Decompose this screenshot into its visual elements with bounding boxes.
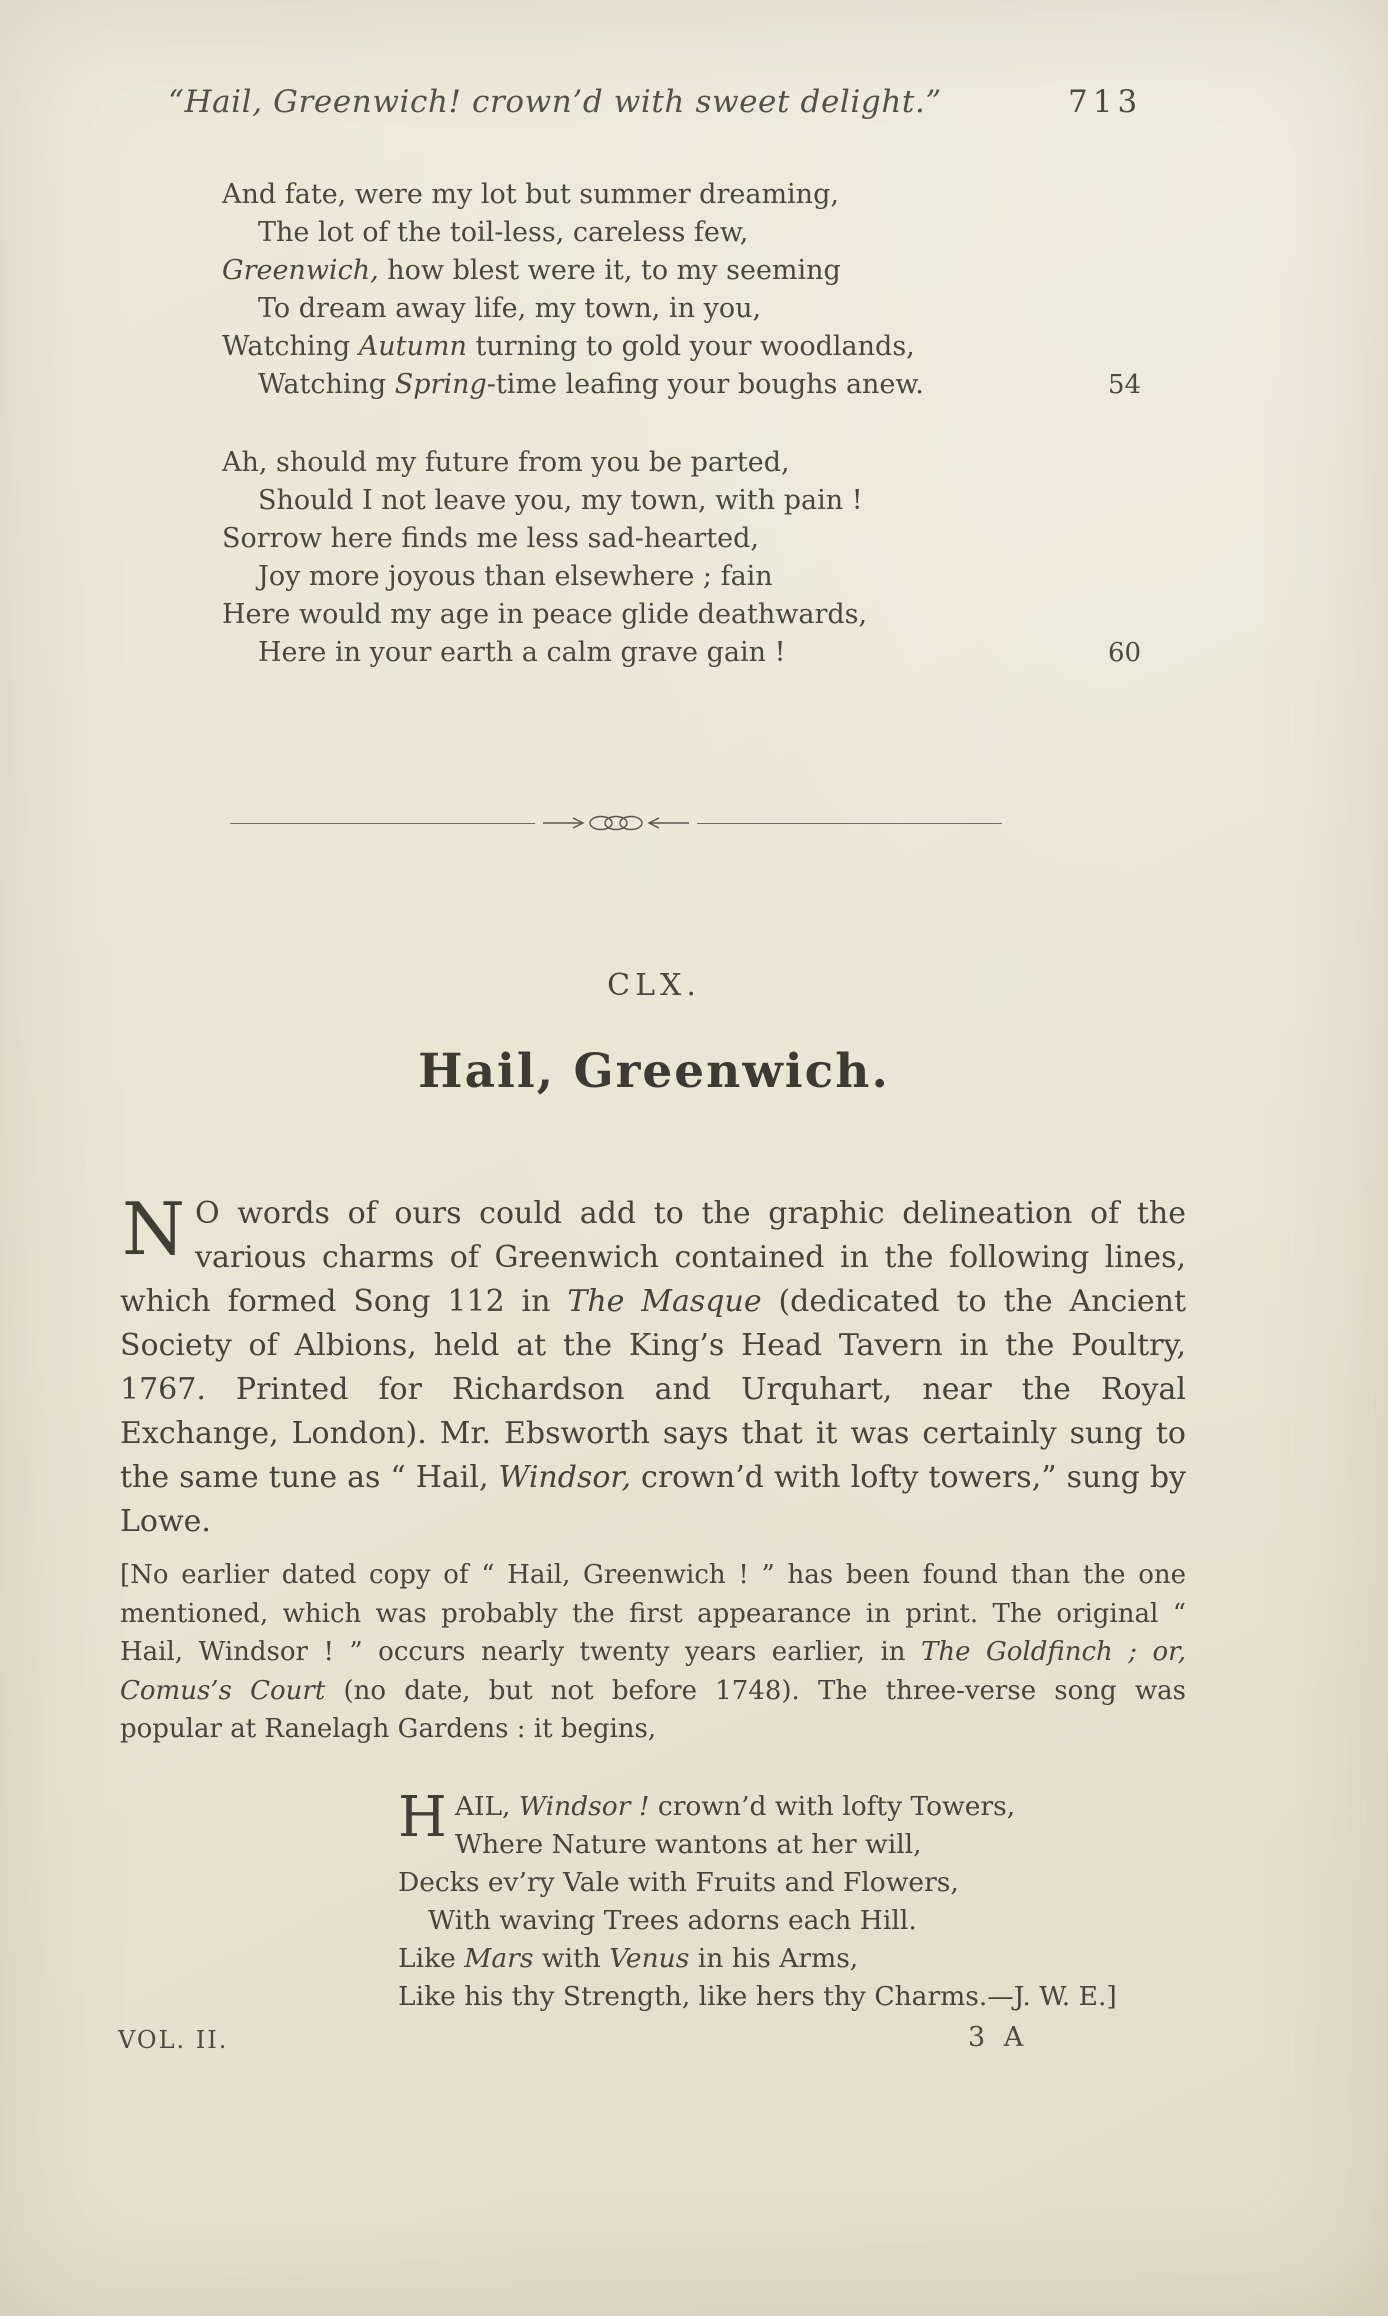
quoted-verse	[398, 1785, 1117, 2016]
poem-line: Here would my age in peace glide deathwards,	[222, 599, 868, 630]
poem-line: Greenwich, how blest were it, to my seeming	[222, 255, 841, 286]
poem-line: Watching Spring-time leafing your boughs anew.	[258, 369, 924, 400]
poem-line: And fate, were my lot but summer dreaming,	[222, 179, 839, 210]
poem-line: Joy more joyous than elsewhere ; fain	[258, 561, 773, 592]
poem-line: Sorrow here finds me less sad-hearted,	[222, 523, 759, 554]
divider-ornament-icon	[535, 813, 697, 833]
poem-line: To dream away life, my town, in you,	[258, 293, 762, 324]
section-divider	[230, 812, 1002, 834]
volume-label: VOL. II.	[118, 2026, 229, 2054]
poem-stanza-2	[222, 444, 924, 672]
verse-line: AIL, Windsor ! crown’d with lofty Towers,	[454, 1791, 1016, 1822]
verse-line: Decks ev’ry Vale with Fruits and Flowers,	[398, 1867, 959, 1898]
prose-text: O words of ours could add to the graphic delineation of the various charms of Greenwich contained in the following lines, which formed Song 112 in The Masque (dedicated to the Ancient Society of Albions, held at the King’s Head Tavern in the Poultry, 1767. Printed for Richardson and Urquhart, near the Royal Exchange, London). Mr. Ebsworth says that it was certainly sung to the same tune as “ Hail, Windsor, crown’d with lofty towers,” sung by Lowe.	[120, 1196, 1187, 1539]
drop-cap-n: N	[122, 1187, 185, 1271]
section-number: CLX.	[607, 968, 701, 1003]
verse-line: Like Mars with Venus in his Arms,	[398, 1943, 859, 1974]
page-number: 713	[1068, 84, 1143, 120]
poem-line: The lot of the toil-less, careless few,	[258, 217, 749, 248]
poem-line: Should I not leave you, my town, with pain !	[258, 485, 863, 516]
poem	[222, 176, 924, 672]
poem-line-number-54: 54	[1108, 370, 1142, 400]
verse-line: With waving Trees adorns each Hill.	[428, 1905, 917, 1936]
poem-line-number-60: 60	[1108, 638, 1142, 668]
section-title: Hail, Greenwich.	[418, 1044, 890, 1099]
running-title: “Hail, Greenwich! crown’d with sweet delight.”	[168, 84, 942, 120]
drop-cap-h: H	[398, 1785, 447, 1850]
poem-stanza-1	[222, 176, 924, 404]
signature-mark: 3 A	[968, 2022, 1029, 2053]
editorial-note: [No earlier dated copy of “ Hail, Greenwich ! ” has been found than the one mentioned, which was probably the first appearance in print. The original “ Hail, Windsor ! ” occurs nearly twenty years earlier, in The Goldfinch ; or, Comus’s Court (no date, but not before 1748). The three-verse song was popular at Ranelagh Gardens : it begins,	[120, 1560, 1187, 1744]
poem-line: Here in your earth a calm grave gain !	[258, 637, 786, 668]
poem-line: Ah, should my future from you be parted,	[222, 447, 790, 478]
prose-intro	[120, 1187, 1187, 1544]
verse-line: Where Nature wantons at her will,	[454, 1829, 922, 1860]
verse-line: Like his thy Strength, like hers thy Charms.—J. W. E.]	[398, 1981, 1117, 2012]
poem-line: Watching Autumn turning to gold your woodlands,	[222, 331, 915, 362]
